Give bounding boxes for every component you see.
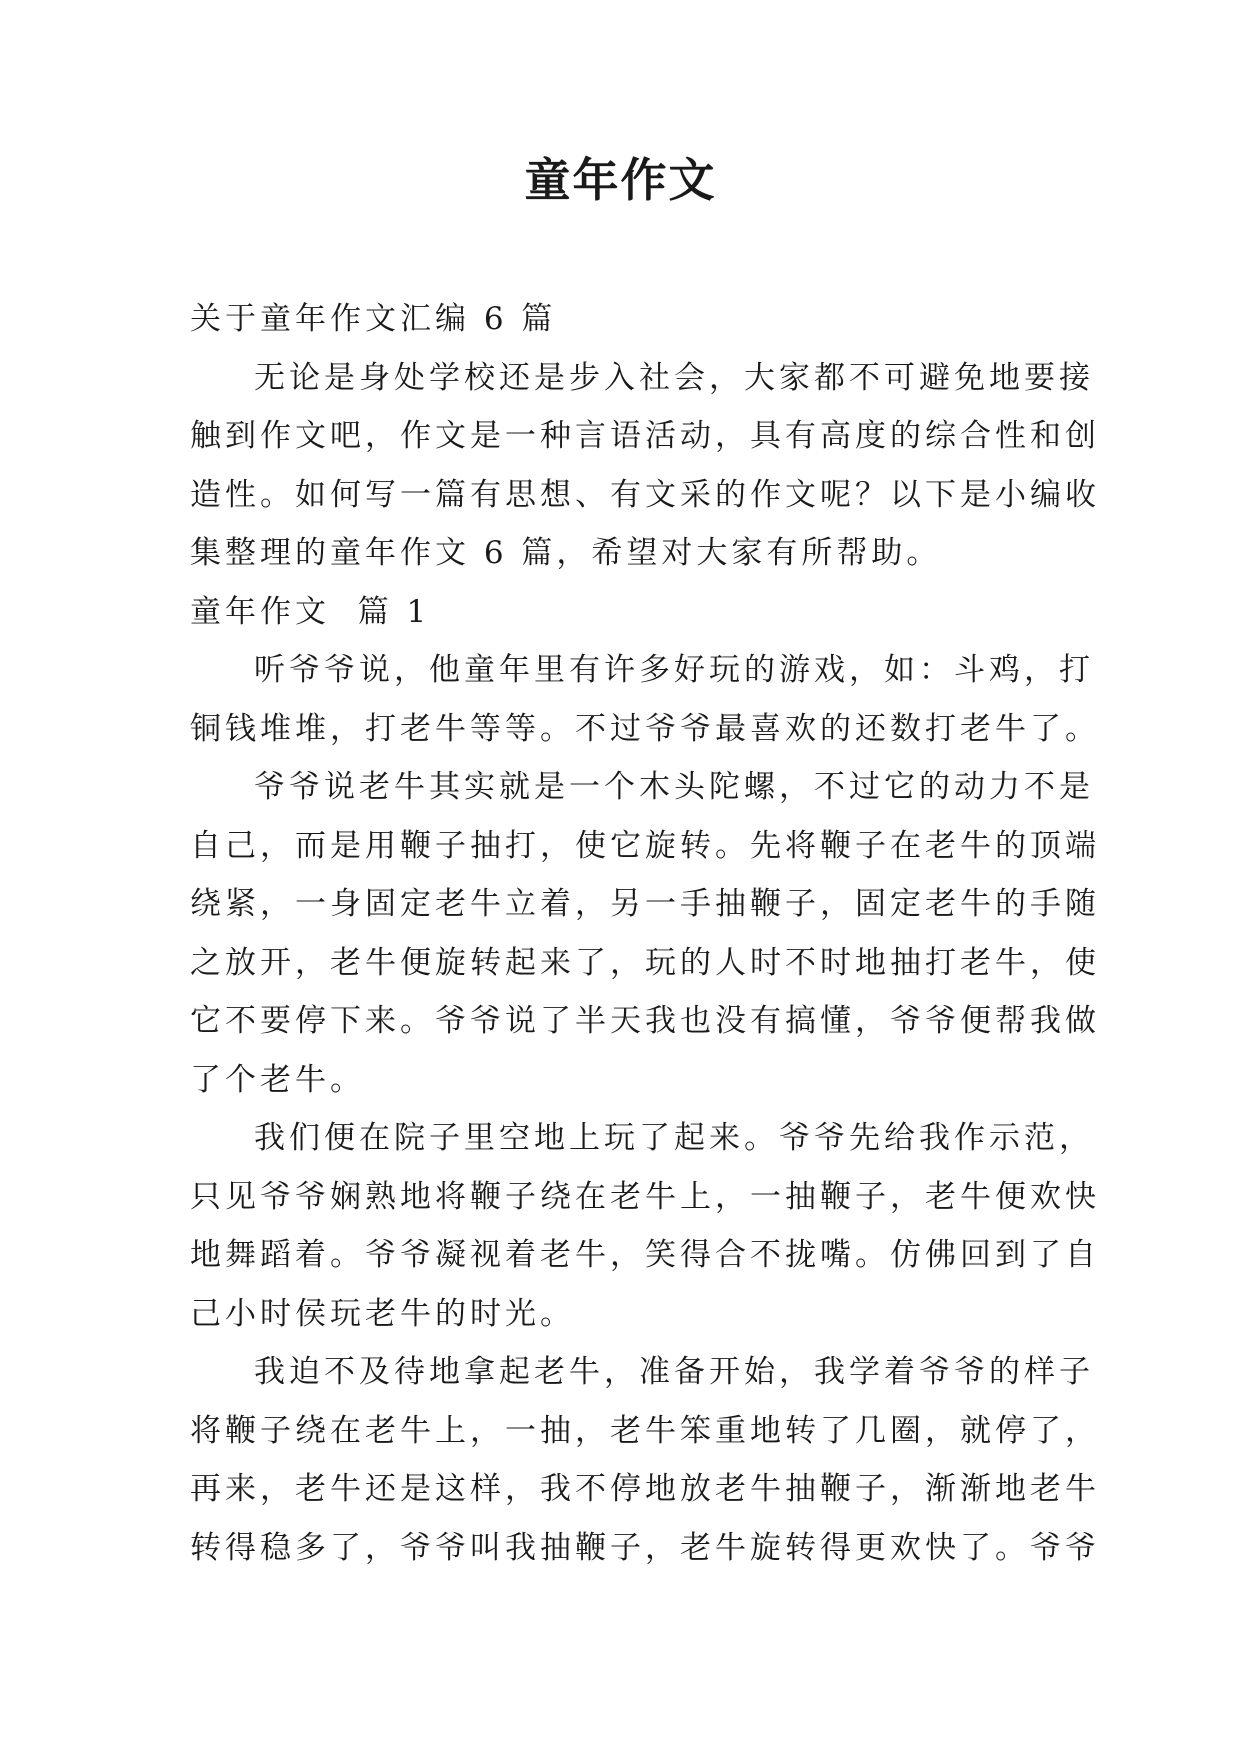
text-line: 之放开，老牛便旋转起来了，玩的人时不时地抽打老牛，使 xyxy=(190,944,1100,981)
text-line: 造性。如何写一篇有思想、有文采的作文呢？以下是小编收 xyxy=(190,476,1100,513)
text-line: 听爷爷说，他童年里有许多好玩的游戏，如：斗鸡，打 xyxy=(254,652,1094,688)
text-line: 地舞蹈着。爷爷凝视着老牛，笑得合不拢嘴。仿佛回到了自 xyxy=(190,1237,1100,1273)
text-line: 自己，而是用鞭子抽打，使它旋转。先将鞭子在老牛的顶端 xyxy=(190,827,1100,864)
text-line: 它不要停下来。爷爷说了半天我也没有搞懂，爷爷便帮我做 xyxy=(190,1003,1100,1039)
text-line: 只见爷爷娴熟地将鞭子绕在老牛上，一抽鞭子，老牛便欢快 xyxy=(190,1178,1100,1215)
text-line: 转得稳多了，爷爷叫我抽鞭子，老牛旋转得更欢快了。爷爷 xyxy=(190,1529,1100,1566)
text-line: 将鞭子绕在老牛上，一抽，老牛笨重地转了几圈，就停了， xyxy=(190,1412,1100,1449)
section-heading: 童年作文 篇 1 xyxy=(190,593,431,630)
text-line: 触到作文吧，作文是一种言语活动，具有高度的综合性和创 xyxy=(190,418,1100,454)
text-line: 无论是身处学校还是步入社会，大家都不可避免地要接 xyxy=(254,359,1094,396)
text-line: 再来，老牛还是这样，我不停地放老牛抽鞭子，渐渐地老牛 xyxy=(190,1471,1100,1507)
text-line: 了个老牛。 xyxy=(190,1061,365,1098)
subtitle-line: 关于童年作文汇编 6 篇 xyxy=(190,301,557,337)
text-line: 己小时侯玩老牛的时光。 xyxy=(190,1295,575,1332)
text-line: 爷爷说老牛其实就是一个木头陀螺，不过它的动力不是 xyxy=(254,769,1094,805)
text-line: 集整理的童年作文 6 篇，希望对大家有所帮助。 xyxy=(190,535,942,571)
document-body xyxy=(190,290,1100,1577)
page-title: 童年作文 xyxy=(524,153,717,207)
text-line: 绕紧，一身固定老牛立着，另一手抽鞭子，固定老牛的手随 xyxy=(190,886,1100,922)
text-line: 我们便在院子里空地上玩了起来。爷爷先给我作示范， xyxy=(254,1120,1094,1156)
text-line: 铜钱堆堆，打老牛等等。不过爷爷最喜欢的还数打老牛了。 xyxy=(190,710,1100,747)
text-line: 我迫不及待地拿起老牛，准备开始，我学着爷爷的样子 xyxy=(254,1354,1094,1390)
